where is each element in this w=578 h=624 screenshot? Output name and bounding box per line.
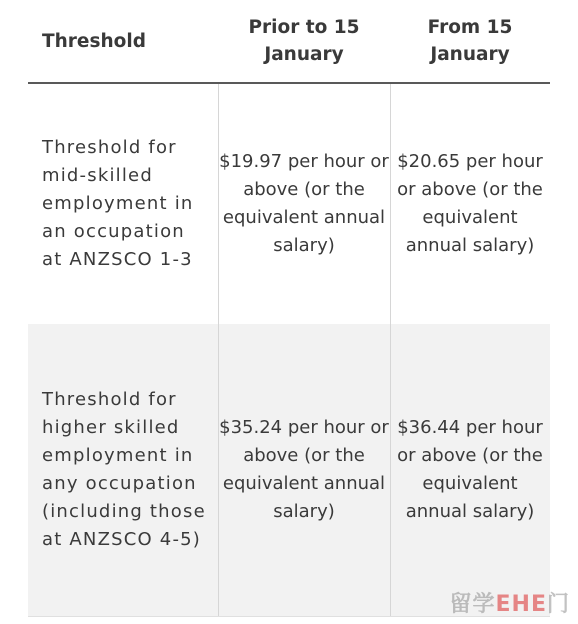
- header-from-label: From 15 January: [427, 17, 513, 65]
- watermark-accent: EHE: [495, 592, 547, 617]
- prior-cell: [218, 324, 390, 616]
- header-threshold: [42, 0, 218, 82]
- header-prior: [218, 0, 390, 82]
- header-prior-label: Prior to 15 January: [248, 17, 360, 65]
- prior-cell: [218, 84, 390, 324]
- from-cell: [390, 84, 550, 324]
- header-from: [390, 0, 550, 82]
- prior-text: $35.24 per hour or above (or the equivalent annual salary): [219, 417, 389, 522]
- watermark-suffix: 门: [546, 592, 570, 617]
- table-header: [28, 0, 550, 84]
- threshold-text: Threshold for higher skilled employment in any occupation (including those at ANZSCO 4-5): [42, 389, 206, 550]
- watermark-prefix: 留学: [449, 592, 496, 617]
- watermark-logo: [450, 587, 571, 618]
- threshold-text: Threshold for mid-skilled employment in an occupation at ANZSCO 1-3: [42, 137, 194, 270]
- column-divider: [390, 84, 391, 616]
- table-row: [28, 84, 550, 324]
- table-row: [28, 324, 550, 616]
- from-text: $20.65 per hour or above (or the equivalent annual salary): [397, 151, 543, 256]
- header-threshold-label: Threshold: [42, 30, 146, 52]
- threshold-table: [28, 0, 550, 616]
- from-text: $36.44 per hour or above (or the equivalent annual salary): [397, 417, 543, 522]
- prior-text: $19.97 per hour or above (or the equivalent annual salary): [219, 151, 389, 256]
- threshold-cell: [42, 84, 212, 324]
- from-cell: [390, 324, 550, 616]
- threshold-cell: [42, 324, 212, 616]
- column-divider: [218, 84, 219, 616]
